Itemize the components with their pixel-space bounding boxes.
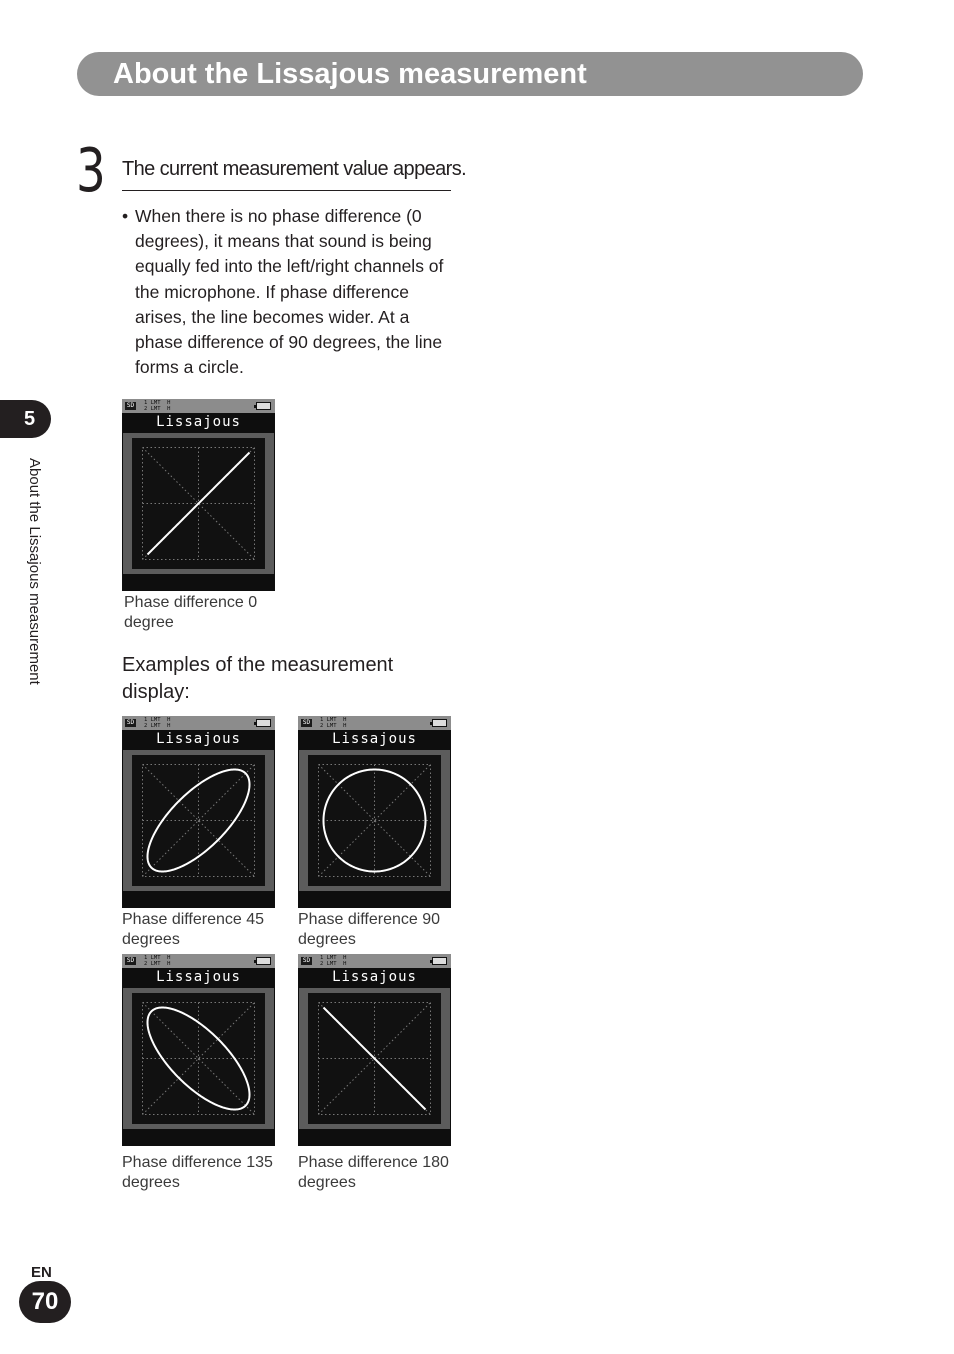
examples-heading: Examples of the measurement display: [122,654,394,703]
screen-status-bar [122,399,275,413]
caption-phase-90: Phase difference 90 degrees [298,911,441,948]
lissajous-screen-45 [122,716,275,908]
limiter-status [144,955,171,967]
limiter-line-1: 1 LMT H [320,955,347,961]
language-label: EN [31,1264,52,1281]
sd-card-icon: SD [126,719,135,726]
screen-mode-label: Lissajous [156,731,241,747]
screen-mode-label: Lissajous [332,969,417,985]
lissajous-screen-90 [298,716,451,908]
bullet-text: When there is no phase difference (0 degrees), it means that sound is being equally fed into the left/right channels of the microphone. If phase difference arises, the line becomes wider. At a phase difference of 90 degrees, the line forms a circle. [135,206,444,378]
lissajous-plot [122,987,275,1131]
lissajous-screen-0 [122,399,275,591]
limiter-line-2: 2 LMT H [144,961,171,967]
lissajous-screen-135 [122,954,275,1146]
limiter-status [144,400,171,412]
battery-icon [432,719,447,727]
battery-icon [432,957,447,965]
limiter-line-2: 2 LMT H [320,723,347,729]
screen-status-bar [298,716,451,730]
sd-card-icon: SD [126,957,135,964]
lissajous-plot [122,432,275,576]
bullet-dot: • [122,206,129,226]
sd-card-icon: SD [302,719,311,726]
limiter-status [144,717,171,729]
lissajous-plot [122,749,275,893]
page-number-badge [19,1281,71,1323]
sd-card-icon: SD [126,402,135,409]
caption-phase-135: Phase difference 135 degrees [122,1154,273,1191]
screen-status-bar [122,716,275,730]
screen-status-bar [122,954,275,968]
lissajous-screen-180 [298,954,451,1146]
step-heading: The current measurement value appears. [122,156,451,191]
limiter-line-1: 1 LMT H [144,717,171,723]
chapter-side-label: About the Lissajous measurement [26,458,43,685]
limiter-status [320,955,347,967]
chapter-tab [0,400,51,438]
screen-mode-label: Lissajous [156,969,241,985]
limiter-line-1: 1 LMT H [144,400,171,406]
limiter-status [320,717,347,729]
caption-phase-0: Phase difference 0 degree [124,594,258,631]
battery-icon [256,957,271,965]
page-title: About the Lissajous measurement [113,58,587,90]
limiter-line-2: 2 LMT H [144,406,171,412]
step-number: 3 [76,136,106,206]
screen-status-bar [298,954,451,968]
limiter-line-2: 2 LMT H [144,723,171,729]
battery-icon [256,719,271,727]
screen-mode-label: Lissajous [156,414,241,430]
limiter-line-1: 1 LMT H [320,717,347,723]
battery-icon [256,402,271,410]
sd-card-icon: SD [302,957,311,964]
page-number: 70 [31,1288,59,1315]
caption-phase-45: Phase difference 45 degrees [122,911,265,948]
screen-mode-label: Lissajous [332,731,417,747]
limiter-line-1: 1 LMT H [144,955,171,961]
chapter-number: 5 [24,408,36,430]
lissajous-plot [298,987,451,1131]
lissajous-plot [298,749,451,893]
section-title-bar [77,52,863,96]
limiter-line-2: 2 LMT H [320,961,347,967]
caption-phase-180: Phase difference 180 degrees [298,1154,449,1191]
